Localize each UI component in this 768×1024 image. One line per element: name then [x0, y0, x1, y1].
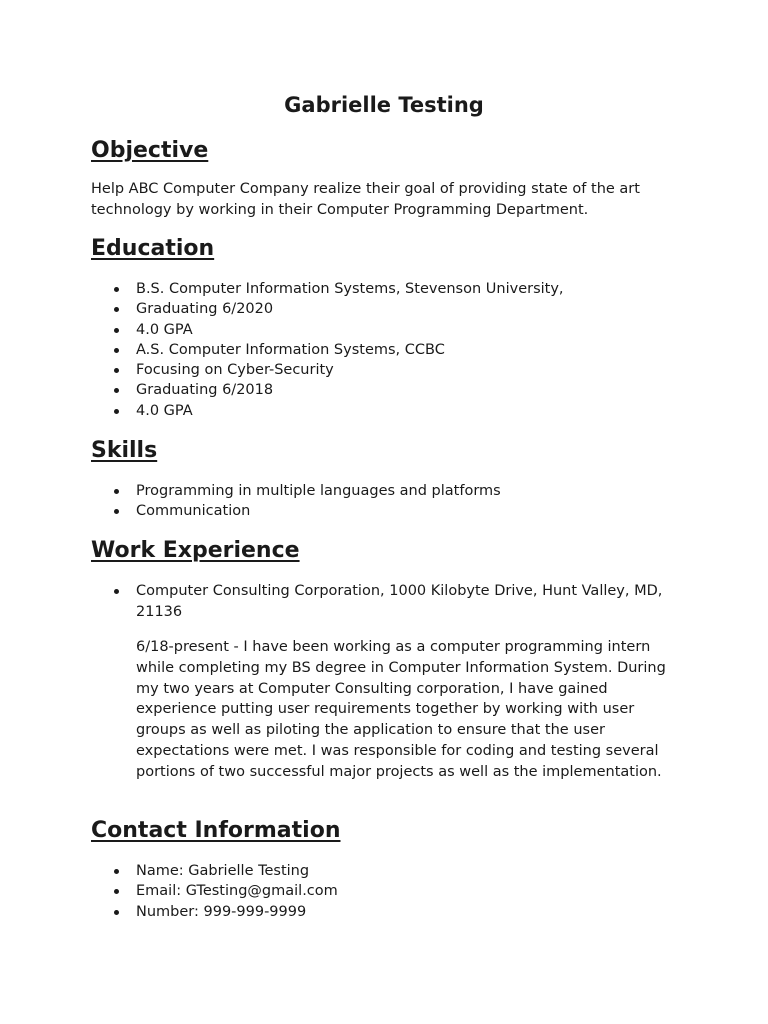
bullet-icon [114, 889, 119, 894]
work-experience-heading: Work Experience [91, 538, 300, 563]
education-item-text: 4.0 GPA [136, 402, 193, 419]
work-experience-item-text: Computer Consulting Corporation, 1000 Kilobyte Drive, Hunt Valley, MD, 21136 [136, 583, 663, 620]
education-item [91, 279, 681, 299]
contact-item-text: Name: Gabrielle Testing [136, 863, 310, 879]
bullet-icon [114, 328, 119, 333]
work-experience-list [91, 581, 681, 623]
education-item-text: B.S. Computer Information Systems, Stevenson University, [136, 281, 564, 297]
skills-item [91, 481, 681, 501]
education-item-text: 4.0 GPA [136, 321, 193, 338]
contact-list [91, 861, 681, 922]
bullet-icon [114, 509, 119, 514]
bullet-icon [114, 589, 119, 594]
contact-item-text: Email: GTesting@gmail.com [136, 883, 338, 900]
bullet-icon [114, 869, 119, 874]
bullet-icon [114, 307, 119, 312]
objective-heading: Objective [91, 138, 209, 163]
bullet-icon [114, 388, 119, 393]
education-item-text: Graduating 6/2020 [136, 301, 274, 318]
skills-heading: Skills [91, 438, 158, 463]
contact-item [91, 861, 681, 881]
skills-item-text: Programming in multiple languages and platforms [136, 483, 501, 499]
education-item-text: Graduating 6/2018 [136, 382, 274, 399]
bullet-icon [114, 348, 119, 353]
contact-item-text: Number: 999-999-9999 [136, 903, 307, 920]
bullet-icon [114, 910, 119, 915]
objective-text: Help ABC Computer Company realize their goal of providing state of the art technology by working in their Computer Programming Department. [91, 181, 640, 218]
skills-item [91, 501, 681, 521]
work-experience-description: 6/18-present - I have been working as a computer programming intern while completing my BS degree in Computer Information System. During my two years at Computer Consulting corporation, I have gained experience putting user requirements together by working with user groups as well as piloting the application to ensure that the user expectations were met. I was responsible for coding and testing several portions of two successful major projects as well as the implementation. [136, 639, 666, 780]
education-item [91, 380, 681, 400]
education-item-text: A.S. Computer Information Systems, CCBC [136, 341, 445, 358]
bullet-icon [114, 368, 119, 373]
education-list [91, 279, 681, 421]
bullet-icon [114, 489, 119, 494]
education-item-text: Focusing on Cyber-Security [136, 362, 334, 379]
work-experience-item [91, 581, 681, 623]
contact-item [91, 881, 681, 901]
document-title: Gabrielle Testing [284, 93, 484, 117]
contact-information-heading: Contact Information [91, 818, 341, 843]
education-item [91, 401, 681, 421]
education-item [91, 299, 681, 319]
bullet-icon [114, 287, 119, 292]
education-item [91, 320, 681, 340]
skills-list [91, 481, 681, 522]
bullet-icon [114, 409, 119, 414]
education-item [91, 360, 681, 380]
education-item [91, 340, 681, 360]
contact-item [91, 902, 681, 922]
skills-item-text: Communication [136, 503, 251, 520]
education-heading: Education [91, 236, 215, 261]
